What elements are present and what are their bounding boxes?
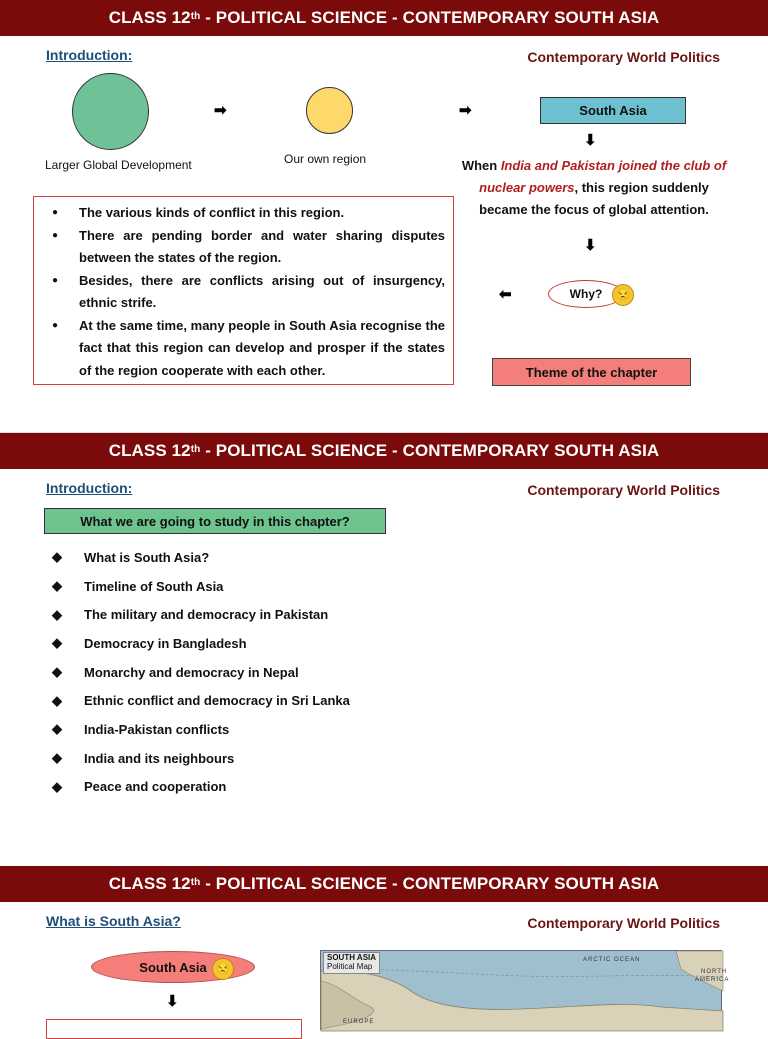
diamond-icon: ◆: [52, 750, 62, 766]
diamond-icon: ◆: [52, 635, 62, 651]
list-item: ● There are pending border and water sharing disputes between the states of the region.: [52, 225, 445, 270]
nuclear-highlight: India and Pakistan joined the club of nuclear powers: [479, 158, 727, 195]
slide1-tag: Contemporary World Politics: [527, 49, 720, 65]
right-arrow-icon: ➡: [459, 102, 472, 119]
diamond-icon: ◆: [52, 549, 62, 565]
banner-prefix: CLASS 12: [108, 874, 191, 893]
down-arrow-icon: ⬇: [584, 132, 597, 149]
conflict-bullet-list: [52, 202, 445, 382]
topic-label: Monarchy and democracy in Nepal: [84, 664, 299, 680]
slide3-banner: [0, 866, 768, 902]
why-label: Why?: [569, 287, 603, 301]
banner-suffix: - POLITICAL SCIENCE - CONTEMPORARY SOUTH ASIA: [200, 441, 660, 460]
large-global-circle: [72, 73, 149, 150]
map-label-north: NORTH: [701, 969, 728, 975]
topic-label: The military and democracy in Pakistan: [84, 607, 329, 623]
topic-label: Peace and cooperation: [84, 779, 227, 795]
list-item: [52, 543, 350, 572]
nuclear-post: , this region suddenly became the focus of global attention.: [479, 180, 709, 217]
annoyed-face-icon: 😒: [612, 284, 634, 306]
down-arrow-icon: ⬇: [584, 237, 597, 254]
own-region-caption: Our own region: [284, 152, 367, 166]
map-title-line2: Political Map: [327, 961, 373, 971]
list-item: [52, 600, 350, 629]
topic-label: India and its neighbours: [84, 750, 235, 766]
topic-label: Democracy in Bangladesh: [84, 635, 247, 651]
banner-sup: th: [190, 10, 201, 22]
slide3-tag: Contemporary World Politics: [527, 915, 720, 931]
topic-label: Timeline of South Asia: [84, 578, 224, 594]
slide2-banner: [0, 433, 768, 469]
list-item: [52, 629, 350, 658]
slide2-tag: Contemporary World Politics: [527, 482, 720, 498]
slide1-banner: [0, 0, 768, 36]
annoyed-face-icon: 😒: [212, 958, 234, 980]
cloud-label: South Asia: [139, 959, 207, 975]
diamond-icon: ◆: [52, 606, 62, 622]
topic-list: [52, 543, 350, 801]
banner-suffix: - POLITICAL SCIENCE - CONTEMPORARY SOUTH ASIA: [200, 874, 660, 893]
list-item: [52, 744, 350, 773]
diamond-icon: ◆: [52, 778, 62, 794]
diamond-icon: ◆: [52, 721, 62, 737]
nuclear-powers-text: [456, 155, 732, 221]
slide2-heading: Introduction:: [46, 480, 133, 496]
map-title: [323, 952, 380, 974]
diamond-icon: ◆: [52, 664, 62, 680]
diamond-icon: ◆: [52, 578, 62, 594]
list-item: ● Besides, there are conflicts arising out of insurgency, ethnic strife.: [52, 270, 445, 315]
slide3-heading: What is South Asia?: [46, 913, 181, 929]
map-label-europe: EUROPE: [343, 1019, 375, 1025]
own-region-circle: [306, 87, 353, 134]
map-label-america: AMERICA: [695, 977, 730, 983]
banner-prefix: CLASS 12: [108, 8, 191, 27]
map-title-line1: SOUTH ASIA: [327, 953, 377, 962]
topic-label: What is South Asia?: [84, 549, 210, 565]
banner-suffix: - POLITICAL SCIENCE - CONTEMPORARY SOUTH ASIA: [200, 8, 660, 27]
map-land-shapes: [321, 951, 723, 1031]
topic-label: Ethnic conflict and democracy in Sri Lanka: [84, 693, 350, 709]
definition-box: [46, 1019, 302, 1039]
topic-label: India-Pakistan conflicts: [84, 721, 230, 737]
diamond-icon: ◆: [52, 692, 62, 708]
south-asia-box: South Asia: [540, 97, 686, 124]
down-arrow-icon: ⬇: [166, 993, 179, 1010]
banner-prefix: CLASS 12: [108, 441, 191, 460]
banner-sup: th: [190, 876, 201, 888]
large-global-caption: Larger Global Development: [45, 158, 192, 172]
conflict-bullets-box: [33, 196, 454, 385]
right-arrow-icon: ➡: [214, 102, 227, 119]
left-arrow-icon: ⬅: [499, 286, 512, 303]
theme-of-chapter-box: Theme of the chapter: [492, 358, 691, 386]
nuclear-pre: When: [461, 158, 501, 173]
list-item: ● At the same time, many people in South Asia recognise the fact that this region can develop and prosper if the states of the region cooperate with each other.: [52, 315, 445, 383]
list-item: ● The various kinds of conflict in this region.: [52, 202, 445, 225]
south-asia-political-map: [320, 950, 730, 1030]
list-item: [52, 715, 350, 744]
banner-sup: th: [190, 443, 201, 455]
study-chapter-box: What we are going to study in this chapter?: [44, 508, 386, 534]
map-label-arctic: ARCTIC OCEAN: [583, 957, 641, 963]
list-item: [52, 773, 350, 802]
list-item: [52, 686, 350, 715]
list-item: [52, 572, 350, 601]
list-item: [52, 658, 350, 687]
slide1-heading: Introduction:: [46, 47, 133, 63]
